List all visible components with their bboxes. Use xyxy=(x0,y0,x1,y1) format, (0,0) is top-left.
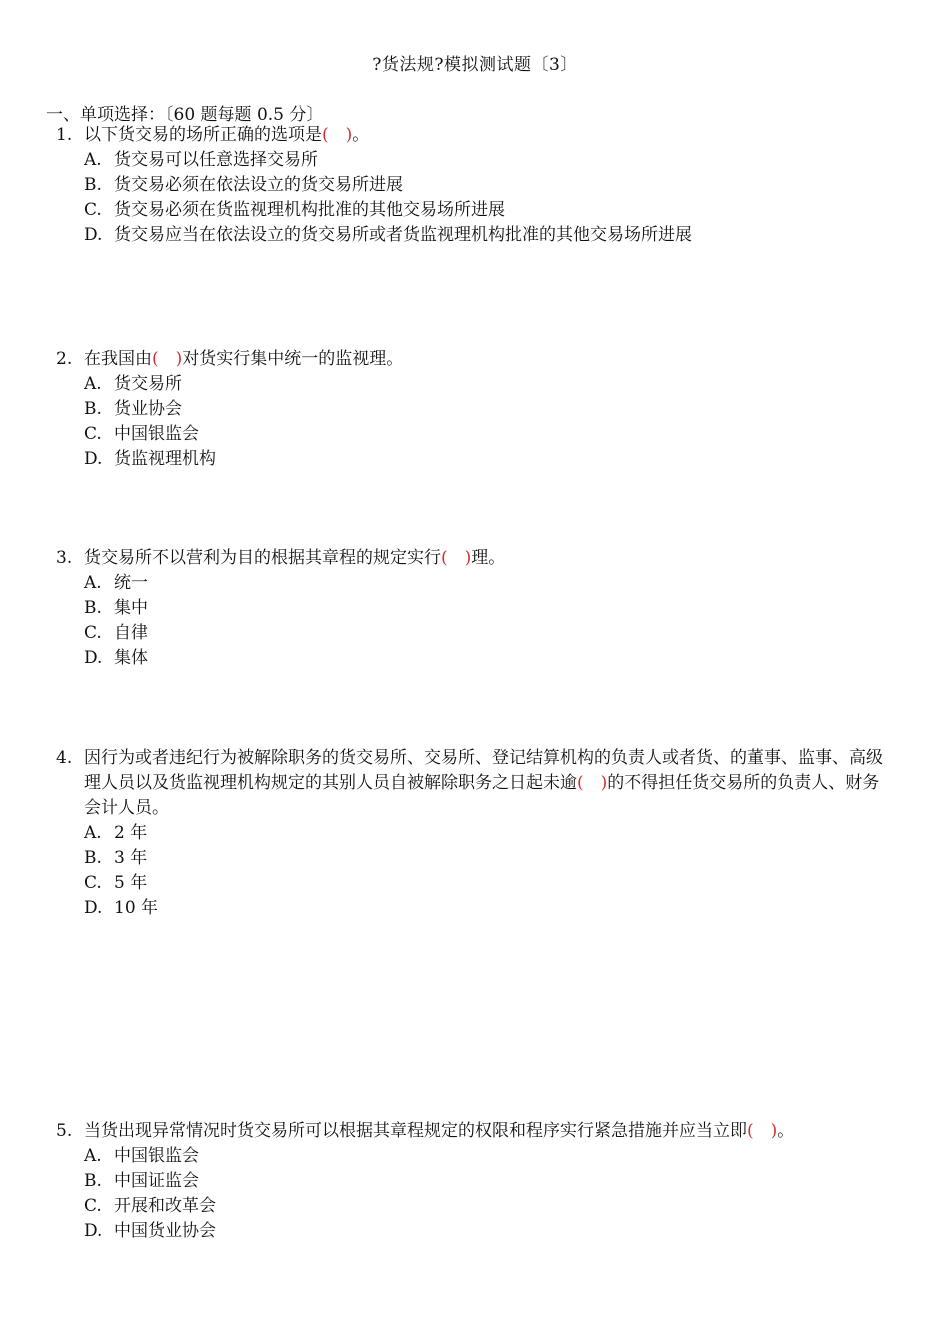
option-d xyxy=(84,223,896,248)
option-text: 2 年 xyxy=(114,823,148,843)
stem-before: 当货出现异常情况时货交易所可以根据其章程规定的权限和程序实行紧急措施并应当立即 xyxy=(84,1121,747,1141)
option-text: 自律 xyxy=(114,623,148,643)
section-heading: 一、单项选择：〔60 题每题 0.5 分〕 xyxy=(46,105,324,125)
option-text: 开展和改革会 xyxy=(114,1196,216,1216)
option-text: 集中 xyxy=(114,598,148,618)
option-c xyxy=(84,871,896,896)
question-stem xyxy=(56,746,896,821)
option-b xyxy=(84,846,896,871)
option-letter: A. xyxy=(84,374,102,394)
option-letter: D. xyxy=(84,449,103,469)
option-c xyxy=(84,621,896,646)
question-stem xyxy=(56,546,896,571)
option-d xyxy=(84,447,896,472)
option-a xyxy=(84,372,896,397)
stem-before: 因行为或者违纪行为被解除职务的货交易所、交易所、登记结算机构的负责人或者货、的董事、监事、高级理人员以及货监视理机构规定的其别人员自被解除职务之日起未逾 xyxy=(84,748,883,793)
option-text: 3 年 xyxy=(114,848,148,868)
option-d xyxy=(84,896,896,921)
option-c xyxy=(84,1194,896,1219)
stem-after: 。 xyxy=(352,125,370,145)
option-text: 货监视理机构 xyxy=(114,449,216,469)
option-letter: C. xyxy=(84,1196,102,1216)
answer-blank: ( ) xyxy=(577,773,608,793)
option-text: 10 年 xyxy=(114,898,159,918)
option-a xyxy=(84,1144,896,1169)
option-letter: C. xyxy=(84,873,102,893)
option-list xyxy=(84,821,896,921)
stem-after: 。 xyxy=(777,1121,795,1141)
option-letter: D. xyxy=(84,898,103,918)
question-4 xyxy=(56,746,896,921)
stem-after: 对货实行集中统一的监视理。 xyxy=(182,349,404,369)
option-a xyxy=(84,821,896,846)
option-text: 中国银监会 xyxy=(114,1146,199,1166)
question-2 xyxy=(56,347,896,472)
option-letter: D. xyxy=(84,1221,103,1241)
question-number: 2. xyxy=(56,349,73,369)
option-text: 统一 xyxy=(114,573,148,593)
option-text: 集体 xyxy=(114,648,148,668)
question-1 xyxy=(56,123,896,248)
stem-after: 理。 xyxy=(471,548,506,568)
option-b xyxy=(84,1169,896,1194)
option-letter: B. xyxy=(84,399,102,419)
question-text xyxy=(84,1119,896,1144)
option-list xyxy=(84,372,896,472)
stem-after: 的不得担任货交易所的负责人、财务会计人员。 xyxy=(84,773,880,818)
answer-blank: ( ) xyxy=(152,349,183,369)
answer-blank: ( ) xyxy=(322,125,353,145)
option-letter: A. xyxy=(84,573,102,593)
option-letter: C. xyxy=(84,424,102,444)
option-text: 货交易所 xyxy=(114,374,182,394)
option-list xyxy=(84,1144,896,1244)
question-text xyxy=(84,347,896,372)
question-number: 1. xyxy=(56,125,73,145)
option-letter: A. xyxy=(84,150,102,170)
option-a xyxy=(84,148,896,173)
option-text: 货交易必须在货监视理机构批准的其他交易场所进展 xyxy=(114,200,505,220)
answer-blank: ( ) xyxy=(747,1121,778,1141)
option-text: 货交易可以任意选择交易所 xyxy=(114,150,318,170)
option-b xyxy=(84,397,896,422)
option-d xyxy=(84,1219,896,1244)
stem-before: 货交易所不以营利为目的根据其章程的规定实行 xyxy=(84,548,441,568)
answer-blank: ( ) xyxy=(441,548,472,568)
question-number: 4. xyxy=(56,748,73,768)
option-b xyxy=(84,596,896,621)
option-text: 中国证监会 xyxy=(114,1171,199,1191)
question-stem xyxy=(56,347,896,372)
option-letter: B. xyxy=(84,175,102,195)
option-a xyxy=(84,571,896,596)
option-c xyxy=(84,422,896,447)
question-stem xyxy=(56,1119,896,1144)
page-title: ?货法规?模拟测试题〔3〕 xyxy=(372,55,578,75)
option-letter: B. xyxy=(84,848,102,868)
option-letter: C. xyxy=(84,200,102,220)
option-text: 货业协会 xyxy=(114,399,182,419)
option-letter: B. xyxy=(84,598,102,618)
question-number: 5. xyxy=(56,1121,73,1141)
option-letter: A. xyxy=(84,823,102,843)
option-text: 货交易必须在依法设立的货交易所进展 xyxy=(114,175,403,195)
option-b xyxy=(84,173,896,198)
stem-before: 在我国由 xyxy=(84,349,152,369)
option-text: 中国货业协会 xyxy=(114,1221,216,1241)
option-letter: D. xyxy=(84,648,103,668)
option-letter: A. xyxy=(84,1146,102,1166)
option-list xyxy=(84,148,896,248)
option-text: 中国银监会 xyxy=(114,424,199,444)
option-d xyxy=(84,646,896,671)
question-text xyxy=(84,546,896,571)
option-text: 5 年 xyxy=(114,873,148,893)
question-text xyxy=(84,123,896,148)
option-c xyxy=(84,198,896,223)
option-text: 货交易应当在依法设立的货交易所或者货监视理机构批准的其他交易场所进展 xyxy=(114,225,692,245)
question-5 xyxy=(56,1119,896,1244)
question-3 xyxy=(56,546,896,671)
option-list xyxy=(84,571,896,671)
question-number: 3. xyxy=(56,548,73,568)
option-letter: C. xyxy=(84,623,102,643)
question-text xyxy=(84,746,896,821)
stem-before: 以下货交易的场所正确的选项是 xyxy=(84,125,322,145)
option-letter: D. xyxy=(84,225,103,245)
question-stem xyxy=(56,123,896,148)
option-letter: B. xyxy=(84,1171,102,1191)
